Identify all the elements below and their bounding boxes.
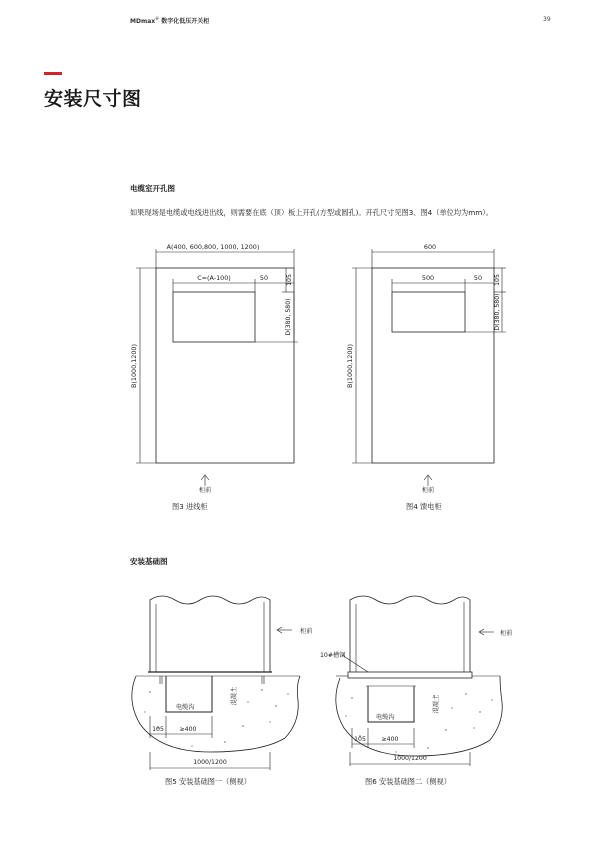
- fig5-front-label: 柜前: [300, 628, 313, 635]
- fig5-concrete-label: 混凝土: [231, 686, 238, 706]
- fig6-front-label: 柜前: [500, 630, 513, 637]
- fig6-trench-label: 电缆沟: [376, 714, 395, 721]
- fig3-dim-50-label: 50: [259, 274, 269, 282]
- header-brand: MDmax: [130, 18, 156, 25]
- fig4-caption: 图4 馈电柜: [406, 502, 442, 511]
- fig3-dim-b-label: B(1000,1200): [130, 344, 138, 388]
- fig5-concrete-outline: [132, 676, 300, 752]
- fig6-concrete-label: 混凝土: [433, 694, 440, 714]
- title-accent-bar: [44, 72, 62, 75]
- fig5-dim-105-label: 105: [152, 726, 164, 733]
- fig5-caption: 图5 安装基础图一（侧视）: [165, 777, 251, 786]
- fig4-opening: [392, 292, 465, 332]
- fig3-cabinet-outline: [156, 268, 294, 463]
- fig5-trench-label: 电缆沟: [176, 704, 195, 711]
- fig3-front-label: 柜前: [198, 487, 212, 494]
- fig4-dim-105-label: 105: [494, 274, 501, 286]
- fig4-cabinet-outline: [372, 268, 494, 463]
- cable-section-heading: 电缆室开孔图: [130, 184, 175, 193]
- fig3-dim-d-label: D(380, 580): [285, 298, 292, 336]
- figure-6-diagram: [320, 590, 530, 770]
- fig3-caption: 图3 进线柜: [172, 502, 208, 511]
- fig4-dim-d-label: D(380, 580): [494, 293, 501, 331]
- fig3-dim-a-label: A(400, 600,800, 1000, 1200): [166, 243, 260, 251]
- fig6-dim-width-label: 1000/1200: [393, 755, 427, 762]
- figure-4-diagram: [340, 235, 520, 505]
- foundation-section-heading: 安装基础图: [130, 557, 168, 566]
- header-title: [130, 16, 209, 25]
- fig4-front-label: 柜前: [421, 487, 435, 494]
- page-title: 安装尺寸图: [44, 88, 142, 110]
- fig4-dim-b-label: B(1000,1200): [346, 344, 354, 388]
- fig4-dim-600-label: 600: [423, 243, 437, 251]
- fig5-dim-width-label: 1000/1200: [193, 759, 227, 766]
- registered-mark: ®: [155, 16, 160, 21]
- fig3-dim-105-label: 105: [286, 274, 293, 286]
- fig4-dim-50-label: 50: [473, 274, 483, 282]
- header-product: 数字化低压开关柜: [161, 18, 210, 25]
- cable-section-paragraph: 如果现场是电缆或电线进出线，则需要在底（顶）板上开孔(方型或圆孔)。开孔尺寸见图3、图4（单位均为mm）。: [130, 208, 493, 217]
- fig6-caption: 图6 安装基础图二（侧视）: [365, 777, 451, 786]
- figure-3-diagram: [120, 235, 310, 505]
- fig6-channel-label: 10#槽钢: [320, 652, 346, 659]
- fig5-cabinet-outline: [150, 596, 270, 672]
- fig3-opening: [173, 292, 255, 342]
- fig3-dim-c-label: C=(A-100): [197, 274, 231, 282]
- fig6-dim-105-label: 105: [354, 736, 366, 743]
- fig4-dim-500-label: 500: [421, 274, 435, 282]
- page-number: 39: [543, 16, 551, 23]
- fig6-dim-400-label: ≥400: [381, 736, 399, 743]
- figure-5-diagram: [125, 590, 320, 770]
- fig6-channel-steel: [348, 672, 472, 678]
- fig6-cabinet-outline: [350, 596, 470, 672]
- fig5-dim-400-label: ≥400: [179, 726, 197, 733]
